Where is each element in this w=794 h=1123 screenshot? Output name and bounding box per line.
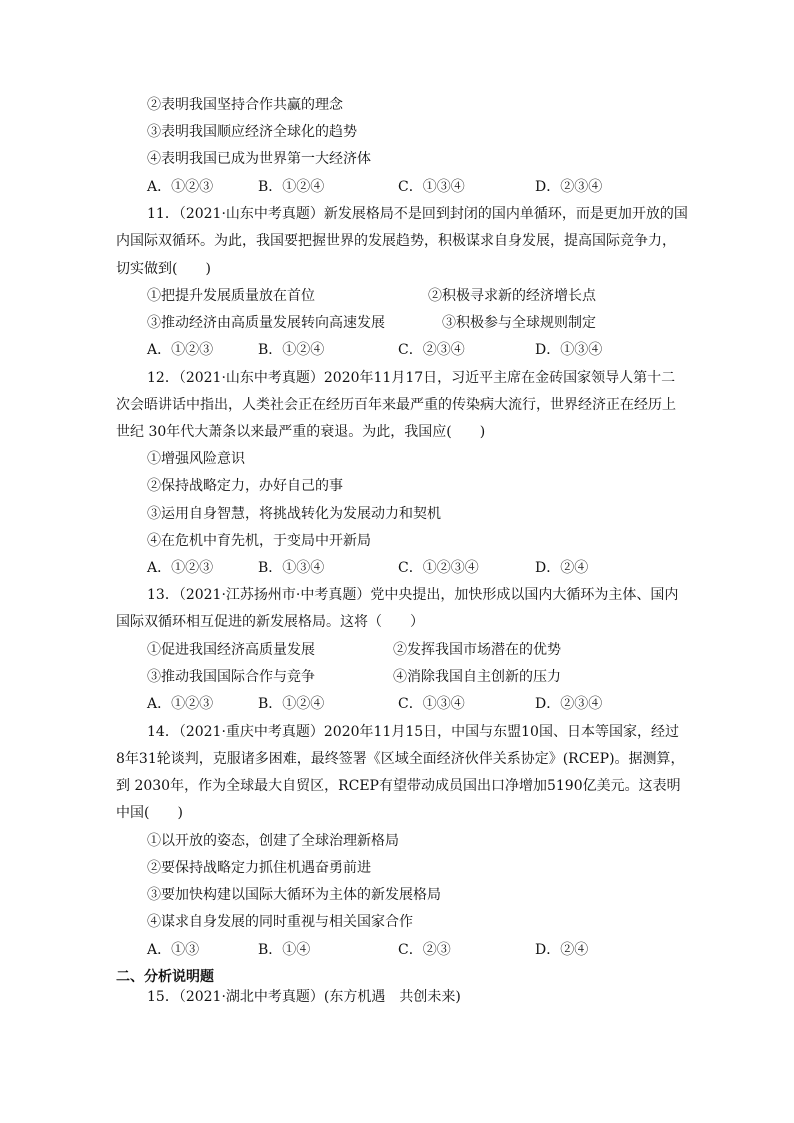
q12-item-3: ③运用自身智慧，将挑战转化为发展动力和契机 (147, 506, 441, 522)
q12-option-a: A．①②③ (147, 560, 214, 576)
q12-option-b: B．①③④ (258, 560, 325, 576)
q13-option-b: B．①②④ (258, 696, 325, 712)
q12-item-2: ②保持战略定力，办好自己的事 (147, 478, 343, 494)
q12-stem-line-3: 世纪 30年代大萧条以来最严重的衰退。为此，我国应( ) (116, 424, 486, 440)
q14-stem-line-3: 到 2030年，作为全球最大自贸区，RCEP有望带动成员国出口净增加5190亿美元。这表明 (116, 778, 681, 794)
q13-option-a: A．①②③ (147, 696, 214, 712)
q11-item-4: ③积极参与全球规则制定 (442, 315, 596, 331)
q11-option-c: C．②③④ (398, 342, 465, 358)
q14-stem-line-2: 8年31轮谈判，克服诸多困难，最终签署《区域全面经济伙伴关系协定》(RCEP)。据测算， (116, 751, 685, 767)
q14-item-3: ③要加快构建以国际大循环为主体的新发展格局 (147, 887, 441, 903)
q13-option-d: D．②③④ (535, 696, 603, 712)
q10-option-b: B．①②④ (258, 179, 325, 195)
q13-stem-line-2: 国际双循环相互促进的新发展格局。这将（ ） (116, 614, 424, 630)
q11-option-a: A．①②③ (147, 342, 214, 358)
q12-option-d: D．②④ (535, 560, 589, 576)
q14-option-a: A．①③ (147, 942, 200, 958)
q12-option-c: C．①②③④ (398, 560, 479, 576)
q11-option-d: D．①③④ (535, 342, 603, 358)
q14-stem-line-4: 中国( ) (116, 805, 183, 821)
q13-item-4: ④消除我国自主创新的压力 (393, 669, 561, 685)
q10-option-d: D．②③④ (535, 179, 603, 195)
q11-stem-line-2: 内国际双循环。为此，我国要把握世界的发展趋势，积极谋求自身发展，提高国际竞争力， (116, 233, 676, 249)
section-heading: 二、分析说明题 (116, 969, 214, 985)
q10-item-3: ③表明我国顺应经济全球化的趋势 (147, 124, 357, 140)
q14-option-c: C．②③ (398, 942, 451, 958)
q11-item-2: ②积极寻求新的经济增长点 (428, 288, 596, 304)
q10-option-c: C．①③④ (398, 179, 465, 195)
q11-item-1: ①把提升发展质量放在首位 (147, 288, 315, 304)
q11-stem-line-1: 11．（2021·山东中考真题）新发展格局不是回到封闭的国内单循环，而是更加开放的国 (147, 206, 688, 222)
q15-stem-line-1: 15．（2021·湖北中考真题）(东方机遇 共创未来) (147, 989, 461, 1005)
q10-option-a: A．①②③ (147, 179, 214, 195)
q12-stem-line-1: 12．（2021·山东中考真题）2020年11月17日，习近平主席在金砖国家领导人第十二 (147, 370, 676, 386)
q13-item-3: ③推动我国国际合作与竞争 (147, 669, 315, 685)
q12-item-4: ④在危机中育先机，于变局中开新局 (147, 533, 371, 549)
q14-item-1: ①以开放的姿态，创建了全球治理新格局 (147, 833, 399, 849)
q14-option-b: B．①④ (258, 942, 311, 958)
q14-item-4: ④谋求自身发展的同时重视与相关国家合作 (147, 914, 413, 930)
q11-item-3: ③推动经济由高质量发展转向高速发展 (147, 315, 385, 331)
q13-stem-line-1: 13．（2021·江苏扬州市·中考真题）党中央提出，加快形成以国内大循环为主体、国内 (147, 587, 679, 603)
q10-item-4: ④表明我国已成为世界第一大经济体 (147, 151, 371, 167)
q10-item-2: ②表明我国坚持合作共赢的理念 (147, 97, 343, 113)
q11-option-b: B．①②④ (258, 342, 325, 358)
q14-stem-line-1: 14．（2021·重庆中考真题）2020年11月15日，中国与东盟10国、日本等国家，经过 (147, 724, 679, 740)
q12-item-1: ①增强风险意识 (147, 451, 245, 467)
q14-option-d: D．②④ (535, 942, 589, 958)
q13-item-2: ②发挥我国市场潜在的优势 (393, 642, 561, 658)
q14-item-2: ②要保持战略定力抓住机遇奋勇前进 (147, 860, 371, 876)
q11-stem-line-3: 切实做到( ) (116, 261, 211, 277)
q12-stem-line-2: 次会晤讲话中指出，人类社会正在经历百年来最严重的传染病大流行，世界经济正在经历上 (116, 397, 676, 413)
q13-item-1: ①促进我国经济高质量发展 (147, 642, 315, 658)
q13-option-c: C．①③④ (398, 696, 465, 712)
